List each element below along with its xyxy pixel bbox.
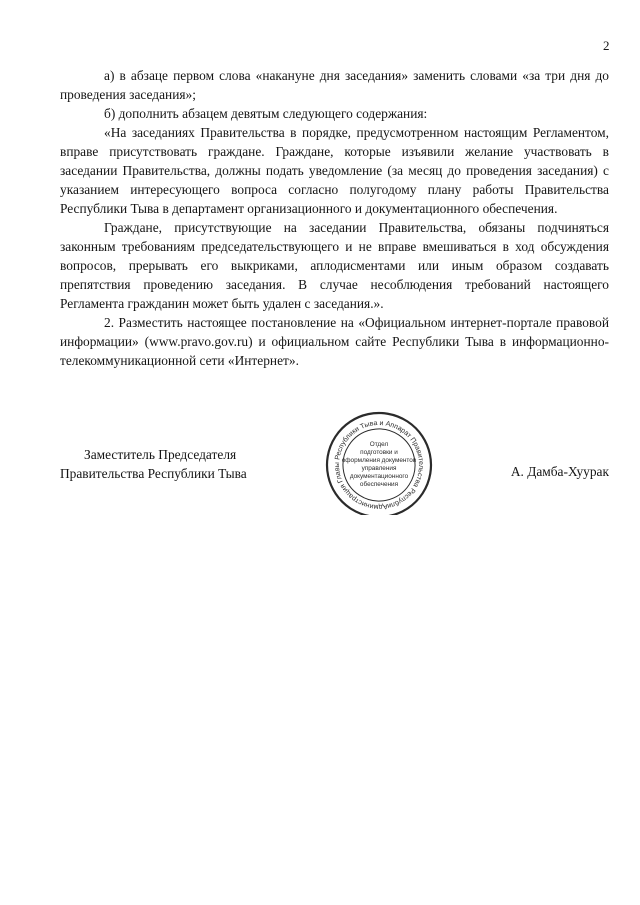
signatory-name: А. Дамба-Хуурак: [510, 464, 609, 479]
signatory-title: [60, 445, 247, 483]
page-number: 2: [603, 38, 610, 53]
stamp-center-line: управления: [361, 465, 397, 472]
stamp-ring-textpath: Администрация Главы Республики Тыва и Аппарат Правительства Республики: [334, 419, 425, 511]
stamp-center-line: подготовки и: [360, 449, 398, 456]
paragraph: 2. Разместить настоящее постановление на «Официальном интернет-портале правовой информации» (www.pravo.gov.ru) и официальном сайте Республики Тыва в информационно-телекоммуникационной сети «Интернет».: [60, 315, 609, 368]
paragraph: «На заседаниях Правительства в порядке, предусмотренном настоящим Регламентом, вправе присутствовать граждане. Граждане, которые изъявили желание участвовать в заседании Правительства, должны подать уведомление (за месяц до проведения заседания) с указанием интересующего вопроса согласно полугодому плану работы Правительства Республики Тыва в департамент организационного и документационного обеспечения.: [60, 125, 609, 216]
stamp-center-line: обеспечения: [359, 481, 399, 488]
stamp-center-line: оформления документов: [341, 457, 417, 464]
stamp-center-line: документационного: [349, 473, 409, 480]
paragraph: б) дополнить абзацем девятым следующего содержания:: [104, 106, 428, 121]
paragraph: Граждане, присутствующие на заседании Правительства, обязаны подчиняться законным требованиям председательствующего и не вправе вмешиваться в ход обсуждения вопросов, прерывать его выкриками, аплодисментами или иным образом создавать препятствия проведению заседания. В случае несоблюдения требований настоящего Регламента гражданин может быть удален с заседания.».: [60, 220, 609, 311]
stamp-center-line: Отдел: [369, 441, 389, 448]
signatory-title-line1: Заместитель Председателя: [84, 447, 237, 462]
paragraph: а) в абзаце первом слова «накануне дня заседания» заменить словами «за три дня до проведения заседания»;: [60, 68, 609, 102]
signatory-title-line2: Правительства Республики Тыва: [60, 466, 247, 481]
official-stamp: [316, 409, 442, 515]
document-body: [60, 66, 609, 370]
